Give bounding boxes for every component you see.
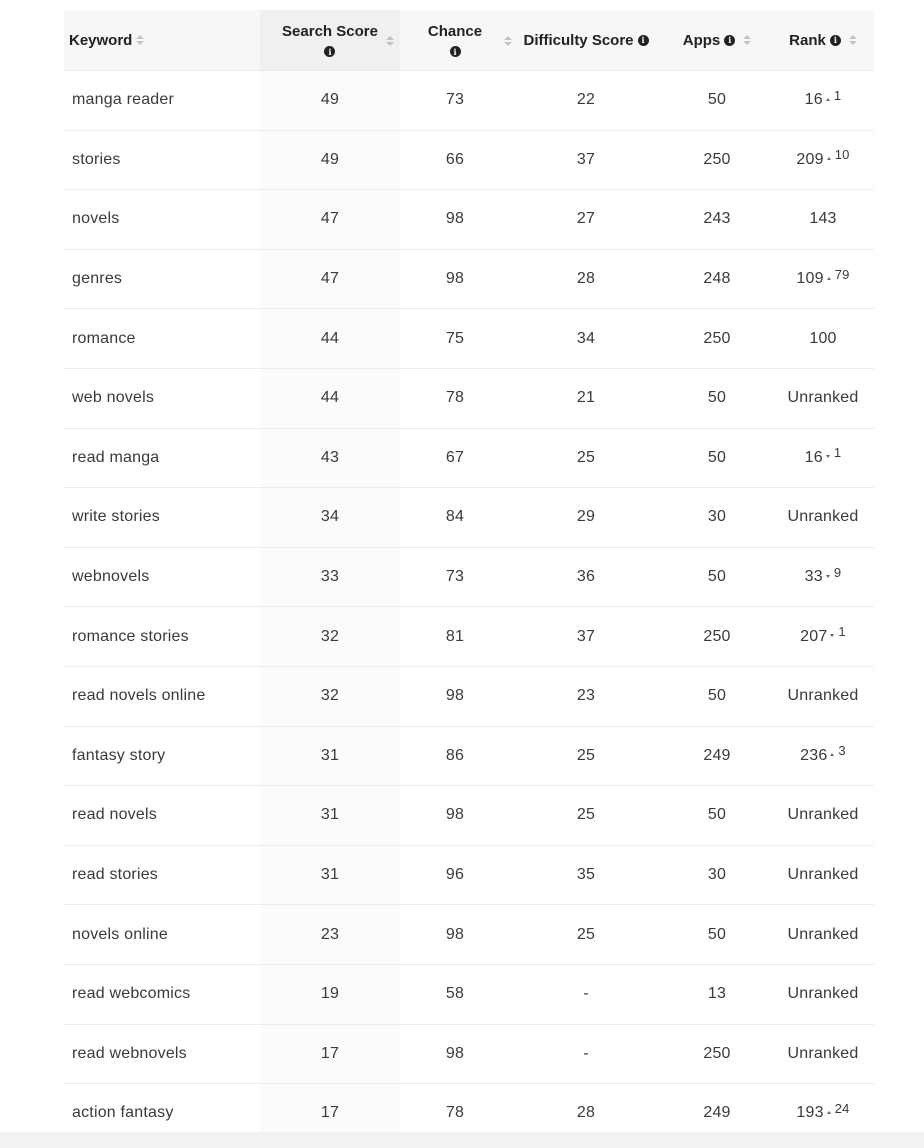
apps-cell-value: 50: [707, 925, 727, 943]
apps-cell-value: 250: [703, 329, 731, 347]
keyword-cell: [64, 250, 260, 309]
rank-cell: [772, 488, 874, 547]
sort-icon[interactable]: [743, 35, 751, 45]
rank-up-icon: [830, 753, 834, 756]
search-score-cell-value: 31: [320, 746, 340, 764]
table-row[interactable]: [64, 250, 874, 310]
chance-cell: [400, 548, 510, 607]
search-score-cell: [260, 190, 400, 249]
chance-cell-value: 78: [445, 389, 465, 407]
search-score-cell-value: 23: [320, 925, 340, 943]
difficulty-cell: [510, 727, 662, 786]
difficulty-cell-value: 28: [576, 1104, 596, 1122]
keyword-cell-value: read novels: [72, 806, 157, 824]
difficulty-cell-value: 28: [576, 270, 596, 288]
table-row[interactable]: [64, 786, 874, 846]
keyword-cell-value: read stories: [72, 866, 158, 884]
col-header-rank[interactable]: [772, 10, 874, 70]
chance-cell-value: 73: [445, 568, 465, 586]
chance-cell: [400, 71, 510, 130]
apps-cell: [662, 727, 772, 786]
rank-cell: [772, 131, 874, 190]
search-score-cell: [260, 71, 400, 130]
chance-cell: [400, 250, 510, 309]
search-score-cell-value: 44: [320, 389, 340, 407]
table-row[interactable]: [64, 846, 874, 906]
keyword-cell-value: write stories: [72, 508, 160, 526]
apps-cell-value: 248: [703, 270, 731, 288]
difficulty-cell: [510, 309, 662, 368]
search-score-cell-value: 32: [320, 687, 340, 705]
difficulty-cell: [510, 488, 662, 547]
rank-cell-value: Unranked: [787, 389, 859, 407]
rank-delta: 3: [838, 743, 846, 759]
difficulty-cell-value: -: [583, 985, 589, 1003]
difficulty-cell: [510, 786, 662, 845]
info-icon[interactable]: i: [638, 35, 649, 46]
search-score-cell: [260, 429, 400, 488]
search-score-cell: [260, 846, 400, 905]
rank-cell-value: Unranked: [787, 1044, 859, 1062]
chance-cell: [400, 131, 510, 190]
keyword-cell-value: stories: [72, 150, 121, 168]
rank-cell: [772, 786, 874, 845]
difficulty-cell-value: 27: [576, 210, 596, 228]
difficulty-cell-value: 25: [576, 806, 596, 824]
rank-cell-value: 16: [804, 448, 823, 466]
chance-cell-value: 81: [445, 627, 465, 645]
rank-cell-value: Unranked: [787, 925, 859, 943]
keyword-cell: [64, 71, 260, 130]
col-header-chance[interactable]: [400, 10, 510, 70]
col-header-rank-label: Rank: [789, 31, 826, 49]
chance-cell-value: 84: [445, 508, 465, 526]
apps-cell-value: 50: [707, 91, 727, 109]
info-icon[interactable]: i: [324, 46, 335, 57]
chance-cell: [400, 190, 510, 249]
keyword-cell-value: webnovels: [72, 568, 150, 586]
chance-cell-value: 98: [445, 270, 465, 288]
chance-cell-value: 66: [445, 150, 465, 168]
search-score-cell-value: 17: [320, 1044, 340, 1062]
col-header-keyword[interactable]: [64, 10, 260, 70]
keyword-cell: [64, 309, 260, 368]
rank-cell: [772, 250, 874, 309]
table-body: [64, 71, 874, 1144]
apps-cell: [662, 429, 772, 488]
apps-cell-value: 13: [707, 985, 727, 1003]
search-score-cell-value: 17: [320, 1104, 340, 1122]
difficulty-cell: [510, 190, 662, 249]
search-score-cell: [260, 369, 400, 428]
difficulty-cell-value: 25: [576, 925, 596, 943]
apps-cell: [662, 965, 772, 1024]
table-row[interactable]: [64, 548, 874, 608]
keyword-cell: [64, 965, 260, 1024]
apps-cell-value: 50: [707, 806, 727, 824]
chance-cell-value: 78: [445, 1104, 465, 1122]
rank-cell: [772, 309, 874, 368]
apps-cell-value: 250: [703, 1044, 731, 1062]
apps-cell-value: 30: [707, 866, 727, 884]
chance-cell-value: 75: [445, 329, 465, 347]
keyword-cell: [64, 488, 260, 547]
rank-cell: [772, 846, 874, 905]
difficulty-cell-value: 34: [576, 329, 596, 347]
chance-cell-value: 58: [445, 985, 465, 1003]
search-score-cell: [260, 965, 400, 1024]
keyword-cell-value: action fantasy: [72, 1104, 174, 1122]
chance-cell: [400, 309, 510, 368]
keyword-cell: [64, 1025, 260, 1084]
keyword-cell: [64, 548, 260, 607]
table-row[interactable]: [64, 488, 874, 548]
keyword-cell-value: romance: [72, 329, 136, 347]
keyword-cell: [64, 369, 260, 428]
table-row[interactable]: [64, 429, 874, 489]
chance-cell: [400, 905, 510, 964]
apps-cell: [662, 190, 772, 249]
table-row[interactable]: [64, 369, 874, 429]
rank-up-icon: [827, 157, 831, 160]
rank-cell: [772, 71, 874, 130]
apps-cell: [662, 369, 772, 428]
keyword-cell: [64, 607, 260, 666]
search-score-cell: [260, 905, 400, 964]
apps-cell: [662, 250, 772, 309]
apps-cell: [662, 309, 772, 368]
keyword-cell-value: read webcomics: [72, 985, 191, 1003]
search-score-cell-value: 49: [320, 91, 340, 109]
search-score-cell-value: 31: [320, 866, 340, 884]
chance-cell-value: 67: [445, 448, 465, 466]
col-header-difficulty-score[interactable]: [510, 10, 662, 70]
difficulty-cell: [510, 131, 662, 190]
rank-cell-value: 16: [804, 91, 823, 109]
keyword-cell-value: fantasy story: [72, 746, 166, 764]
difficulty-cell: [510, 369, 662, 428]
difficulty-cell-value: 25: [576, 746, 596, 764]
rank-cell: [772, 905, 874, 964]
keyword-cell-value: novels: [72, 210, 120, 228]
search-score-cell-value: 33: [320, 568, 340, 586]
difficulty-cell-value: -: [583, 1044, 589, 1062]
apps-cell: [662, 667, 772, 726]
col-header-search-score[interactable]: [260, 10, 400, 70]
rank-delta: 1: [838, 624, 846, 640]
keyword-cell-value: web novels: [72, 389, 155, 407]
bottom-strip: [0, 1132, 924, 1148]
rank-delta: 1: [833, 87, 842, 103]
col-header-difficulty-score-label: Difficulty Score: [523, 31, 634, 49]
chance-cell-value: 73: [445, 91, 465, 109]
difficulty-cell-value: 35: [576, 866, 596, 884]
chance-cell: [400, 488, 510, 547]
rank-delta: 1: [833, 445, 842, 461]
difficulty-cell: [510, 1025, 662, 1084]
info-icon[interactable]: i: [724, 35, 735, 46]
chance-cell-value: 98: [445, 687, 465, 705]
search-score-cell-value: 47: [320, 210, 340, 228]
rank-delta: 10: [834, 147, 850, 163]
rank-cell: [772, 548, 874, 607]
apps-cell-value: 50: [707, 448, 727, 466]
chance-cell-value: 98: [445, 925, 465, 943]
apps-cell-value: 250: [703, 627, 731, 645]
rank-cell: [772, 429, 874, 488]
chance-cell: [400, 846, 510, 905]
search-score-cell-value: 47: [320, 270, 340, 288]
table-row[interactable]: [64, 1025, 874, 1085]
keyword-cell-value: genres: [72, 270, 123, 288]
col-header-apps[interactable]: [662, 10, 772, 70]
chance-cell-value: 98: [445, 806, 465, 824]
search-score-cell: [260, 488, 400, 547]
rank-cell: [772, 190, 874, 249]
rank-cell-value: Unranked: [787, 985, 859, 1003]
rank-delta: 24: [834, 1100, 850, 1116]
chance-cell-value: 98: [445, 1044, 465, 1062]
col-header-apps-label: Apps: [682, 31, 721, 49]
keyword-cell: [64, 131, 260, 190]
rank-down-icon: [826, 575, 830, 578]
difficulty-cell-value: 36: [576, 568, 596, 586]
keyword-cell: [64, 429, 260, 488]
rank-cell: [772, 607, 874, 666]
rank-cell: [772, 727, 874, 786]
difficulty-cell: [510, 71, 662, 130]
table-row[interactable]: [64, 71, 874, 131]
rank-cell-value: 193: [796, 1104, 824, 1122]
table-row[interactable]: [64, 131, 874, 191]
rank-cell: [772, 667, 874, 726]
info-icon[interactable]: i: [450, 46, 461, 57]
apps-cell-value: 250: [703, 150, 731, 168]
keyword-cell-value: manga reader: [72, 91, 175, 109]
rank-cell-value: Unranked: [787, 866, 859, 884]
search-score-cell: [260, 309, 400, 368]
rank-up-icon: [826, 98, 830, 101]
difficulty-cell: [510, 607, 662, 666]
keyword-cell-value: read novels online: [72, 687, 206, 705]
search-score-cell: [260, 786, 400, 845]
rank-delta: 9: [833, 564, 842, 580]
apps-cell: [662, 1025, 772, 1084]
rank-cell-value: 236: [800, 746, 828, 764]
rank-delta: 79: [834, 266, 850, 282]
search-score-cell-value: 43: [320, 448, 340, 466]
difficulty-cell: [510, 905, 662, 964]
keyword-table: [64, 10, 874, 1144]
search-score-cell-value: 32: [320, 627, 340, 645]
difficulty-cell-value: 37: [576, 627, 596, 645]
apps-cell-value: 249: [703, 746, 731, 764]
apps-cell: [662, 607, 772, 666]
search-score-cell: [260, 727, 400, 786]
apps-cell: [662, 71, 772, 130]
difficulty-cell-value: 21: [576, 389, 596, 407]
rank-cell-value: 143: [809, 210, 837, 228]
chance-cell: [400, 667, 510, 726]
keyword-cell: [64, 905, 260, 964]
rank-down-icon: [826, 455, 830, 458]
search-score-cell-value: 49: [320, 150, 340, 168]
rank-cell-value: 100: [809, 329, 837, 347]
difficulty-cell: [510, 965, 662, 1024]
apps-cell-value: 50: [707, 687, 727, 705]
keyword-cell: [64, 727, 260, 786]
chance-cell: [400, 786, 510, 845]
chance-cell: [400, 429, 510, 488]
difficulty-cell: [510, 846, 662, 905]
keyword-cell-value: romance stories: [72, 627, 189, 645]
info-icon[interactable]: i: [830, 35, 841, 46]
table-header: [64, 10, 874, 71]
chance-cell-value: 98: [445, 210, 465, 228]
rank-cell-value: Unranked: [787, 806, 859, 824]
apps-cell: [662, 905, 772, 964]
rank-cell-value: 207: [800, 627, 828, 645]
apps-cell: [662, 846, 772, 905]
search-score-cell: [260, 667, 400, 726]
difficulty-cell: [510, 667, 662, 726]
difficulty-cell-value: 23: [576, 687, 596, 705]
sort-icon[interactable]: [386, 36, 394, 46]
difficulty-cell: [510, 548, 662, 607]
keyword-cell: [64, 190, 260, 249]
rank-cell: [772, 369, 874, 428]
difficulty-cell-value: 22: [576, 91, 596, 109]
search-score-cell: [260, 131, 400, 190]
apps-cell-value: 50: [707, 568, 727, 586]
rank-cell-value: Unranked: [787, 508, 859, 526]
col-header-chance-label: Chance: [427, 23, 483, 40]
search-score-cell-value: 31: [320, 806, 340, 824]
apps-cell: [662, 488, 772, 547]
table-row[interactable]: [64, 190, 874, 250]
col-header-search-score-label: Search Score: [282, 23, 378, 40]
search-score-cell-value: 44: [320, 329, 340, 347]
keyword-cell-value: read manga: [72, 448, 160, 466]
difficulty-cell: [510, 429, 662, 488]
keyword-cell: [64, 667, 260, 726]
rank-cell-value: 209: [796, 150, 824, 168]
keyword-cell: [64, 846, 260, 905]
keyword-cell-value: read webnovels: [72, 1044, 187, 1062]
rank-down-icon: [830, 634, 834, 637]
search-score-cell: [260, 250, 400, 309]
chance-cell: [400, 369, 510, 428]
table-row[interactable]: [64, 965, 874, 1025]
difficulty-cell: [510, 250, 662, 309]
rank-cell: [772, 965, 874, 1024]
search-score-cell: [260, 607, 400, 666]
rank-up-icon: [827, 1111, 831, 1114]
table-row[interactable]: [64, 905, 874, 965]
rank-up-icon: [827, 277, 831, 280]
apps-cell: [662, 786, 772, 845]
apps-cell: [662, 548, 772, 607]
chance-cell: [400, 965, 510, 1024]
chance-cell: [400, 607, 510, 666]
chance-cell-value: 86: [445, 746, 465, 764]
apps-cell-value: 50: [707, 389, 727, 407]
difficulty-cell-value: 37: [576, 150, 596, 168]
difficulty-cell-value: 25: [576, 448, 596, 466]
table-row[interactable]: [64, 309, 874, 369]
apps-cell: [662, 131, 772, 190]
apps-cell-value: 30: [707, 508, 727, 526]
apps-cell-value: 249: [703, 1104, 731, 1122]
search-score-cell: [260, 548, 400, 607]
search-score-cell: [260, 1025, 400, 1084]
apps-cell-value: 243: [703, 210, 731, 228]
search-score-cell-value: 34: [320, 508, 340, 526]
search-score-cell-value: 19: [320, 985, 340, 1003]
col-header-keyword-label: Keyword: [69, 31, 133, 49]
table-row[interactable]: [64, 667, 874, 727]
difficulty-cell-value: 29: [576, 508, 596, 526]
table-row[interactable]: [64, 607, 874, 667]
rank-cell-value: 109: [796, 270, 824, 288]
chance-cell: [400, 1025, 510, 1084]
keyword-cell: [64, 786, 260, 845]
chance-cell: [400, 727, 510, 786]
sort-icon[interactable]: [136, 35, 144, 45]
keyword-cell-value: novels online: [72, 925, 168, 943]
sort-icon[interactable]: [849, 35, 857, 45]
rank-cell: [772, 1025, 874, 1084]
rank-cell-value: Unranked: [787, 687, 859, 705]
rank-cell-value: 33: [804, 568, 823, 586]
chance-cell-value: 96: [445, 866, 465, 884]
table-row[interactable]: [64, 727, 874, 787]
